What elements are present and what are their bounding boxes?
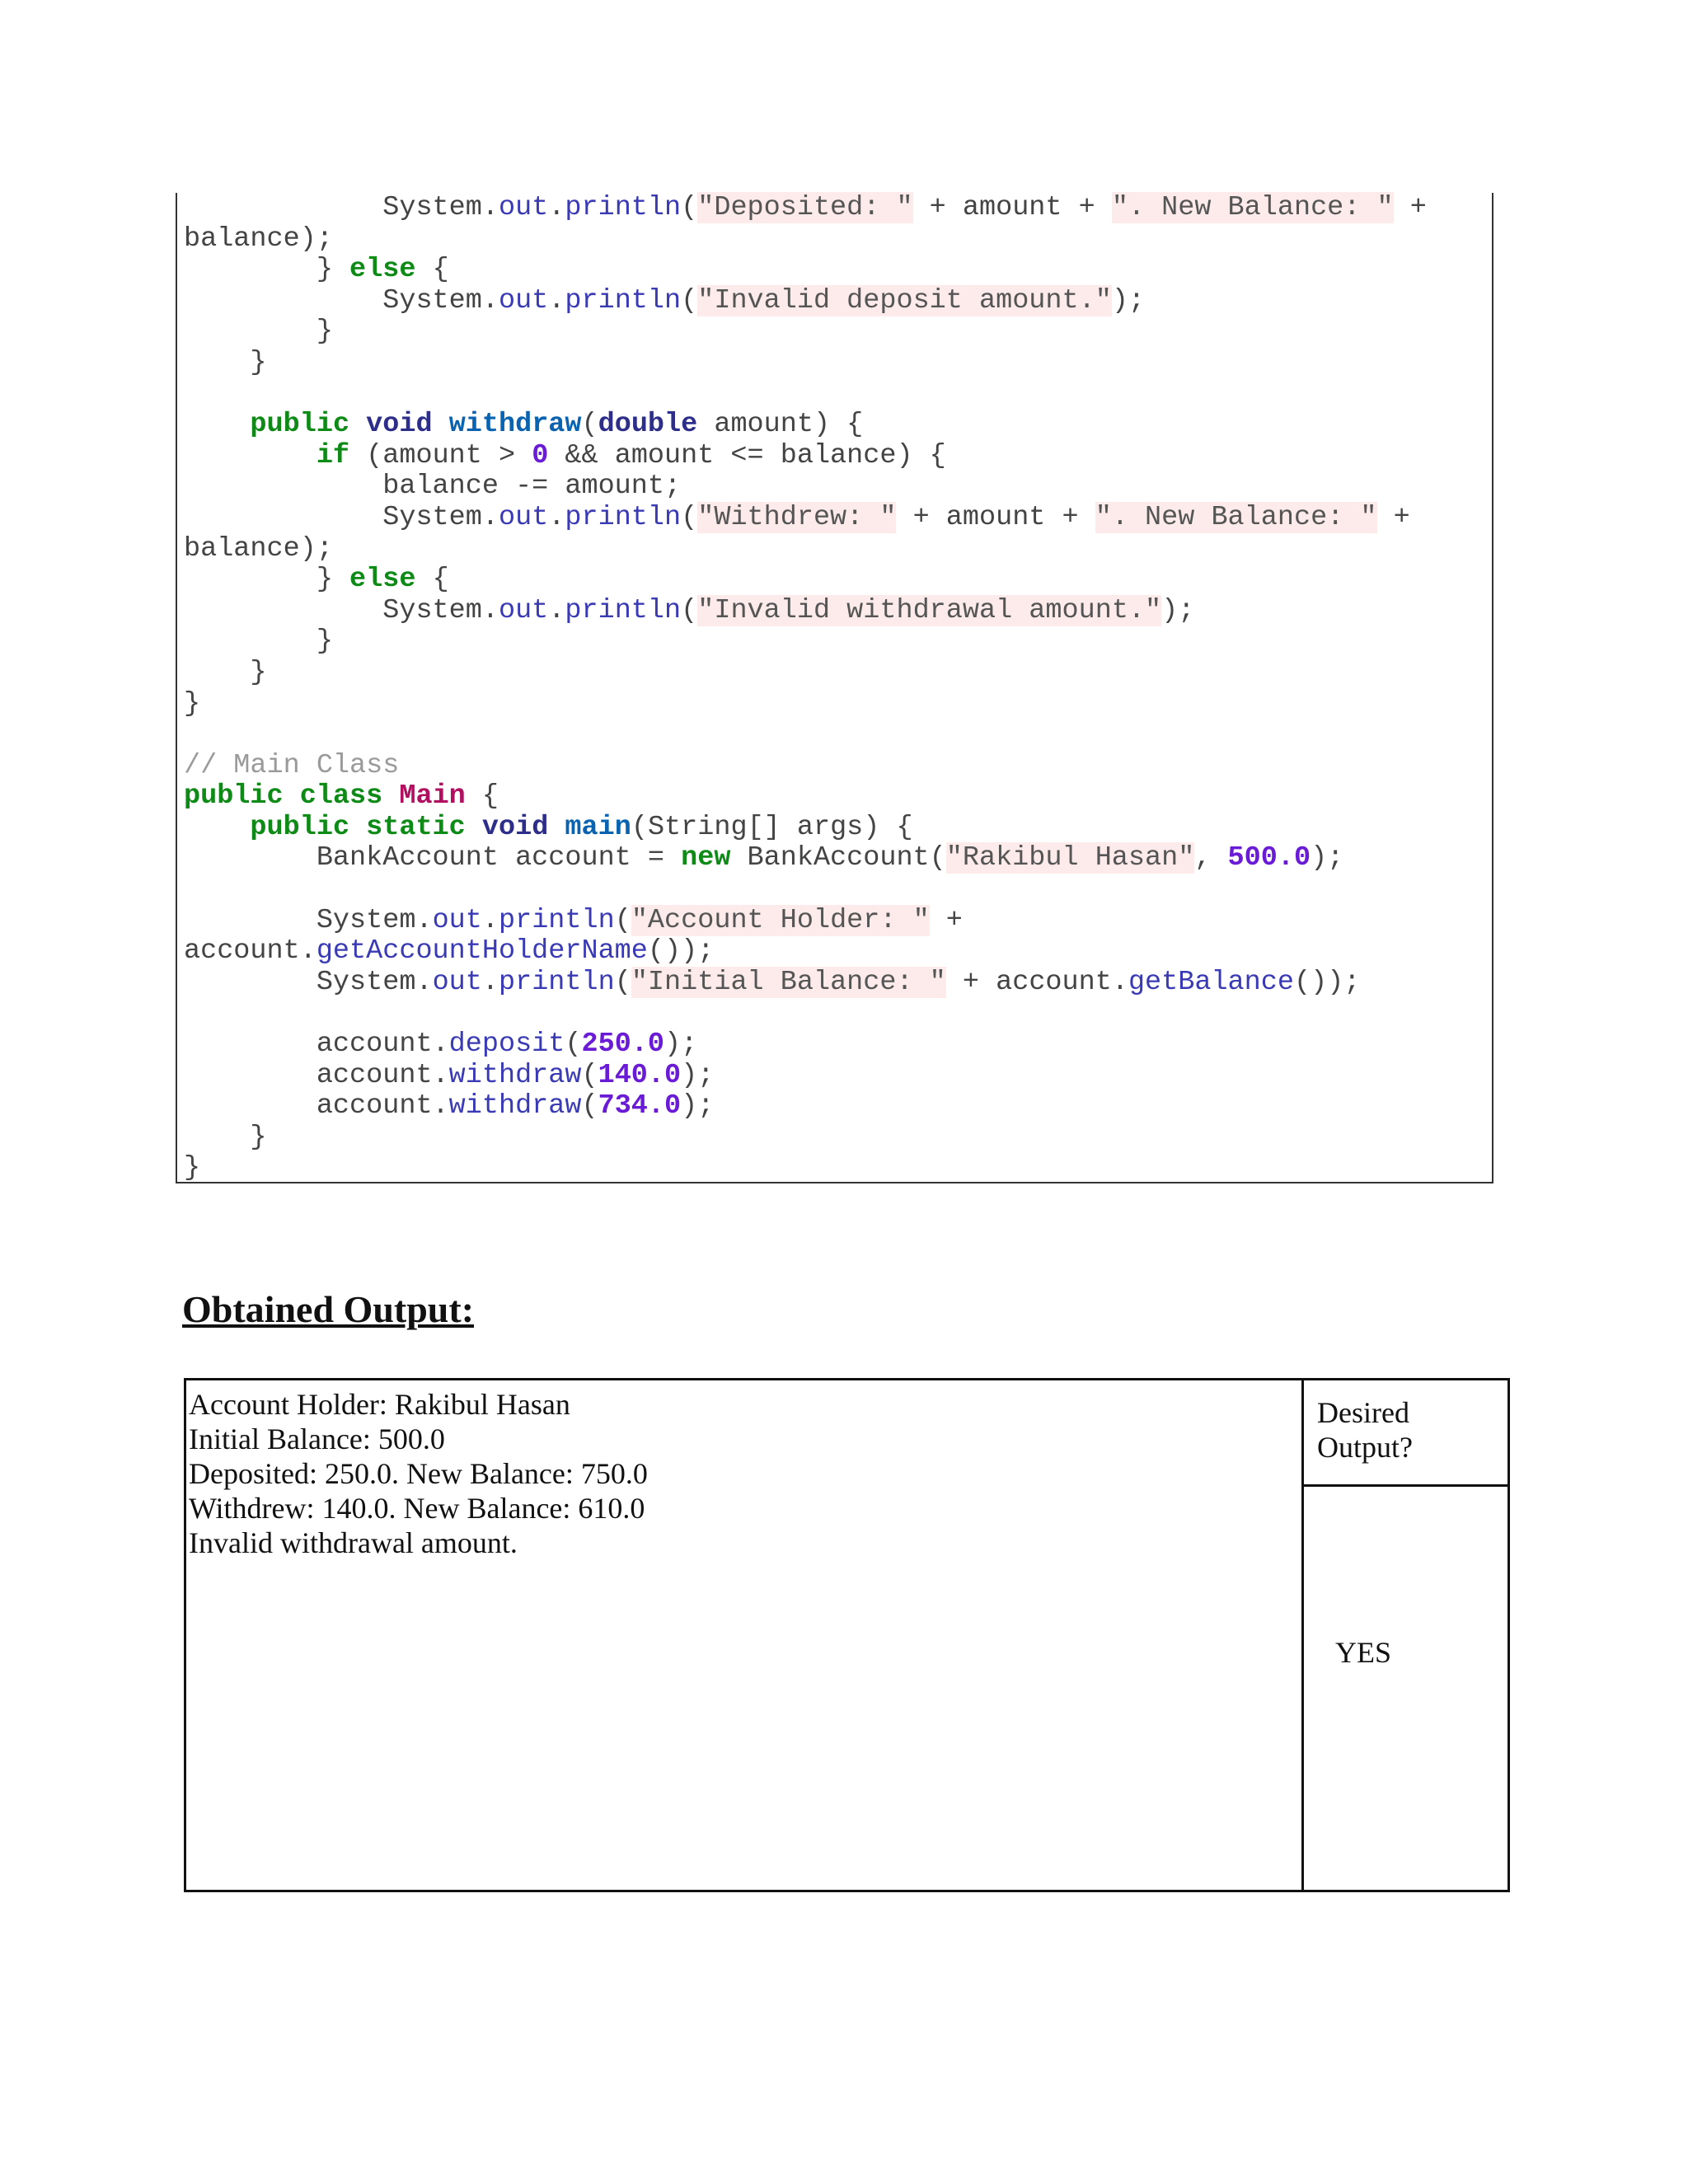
- code-line: System.out.println("Invalid deposit amount.");: [184, 284, 1146, 316]
- code-line: // Main Class: [184, 749, 400, 781]
- output-line: Withdrew: 140.0. New Balance: 610.0: [189, 1492, 645, 1525]
- code-line: account.deposit(250.0);: [184, 1029, 698, 1061]
- code-line: } else {: [184, 254, 449, 286]
- code-line: System.out.println("Invalid withdrawal amount.");: [184, 594, 1195, 626]
- code-line: } else {: [184, 564, 449, 596]
- output-line: Invalid withdrawal amount.: [189, 1526, 518, 1559]
- output-table: [184, 1378, 1510, 1892]
- code-line: [184, 719, 1492, 751]
- desired-output-label: Desired: [1317, 1396, 1409, 1429]
- output-line: Deposited: 250.0. New Balance: 750.0: [189, 1457, 648, 1490]
- code-line: }: [184, 1121, 267, 1153]
- desired-output-label-cell: [1304, 1380, 1507, 1487]
- code-line: account.getAccountHolderName());: [184, 935, 715, 968]
- code-listing: [184, 193, 1492, 1184]
- code-line: }: [184, 346, 267, 378]
- code-line: balance);: [184, 532, 333, 565]
- desired-output-value: YES: [1335, 1636, 1392, 1669]
- desired-output-value-cell: [1304, 1487, 1507, 1890]
- code-line: balance -= amount;: [184, 471, 682, 503]
- code-line: }: [184, 1152, 201, 1184]
- code-line: System.out.println("Deposited: " + amount + ". New Balance: " +: [184, 192, 1427, 223]
- code-line: System.out.println("Withdrew: " + amount + ". New Balance: " +: [184, 501, 1410, 533]
- output-line: Initial Balance: 500.0: [189, 1422, 445, 1455]
- code-line: System.out.println("Initial Balance: " + account.getBalance());: [184, 966, 1361, 998]
- code-line: [184, 998, 1492, 1029]
- output-line: Account Holder: Rakibul Hasan: [189, 1388, 570, 1421]
- code-line: System.out.println("Account Holder: " +: [184, 904, 963, 936]
- code-listing-box: [176, 193, 1493, 1183]
- output-cell: [186, 1380, 1304, 1890]
- code-line: [184, 874, 1492, 906]
- code-line: balance);: [184, 223, 333, 255]
- code-line: public class Main {: [184, 780, 499, 813]
- code-line: if (amount > 0 && amount <= balance) {: [316, 439, 946, 471]
- code-line: BankAccount account = new BankAccount("Rakibul Hasan", 500.0);: [184, 842, 1344, 874]
- code-line: [184, 379, 1492, 410]
- code-line: account.withdraw(734.0);: [184, 1090, 715, 1122]
- code-line: public void withdraw(double amount) {: [250, 409, 864, 441]
- desired-output-label: Output?: [1317, 1431, 1413, 1464]
- code-line: }: [184, 687, 201, 719]
- code-line: account.withdraw(140.0);: [184, 1059, 715, 1091]
- code-line: }: [184, 626, 333, 658]
- code-line: }: [184, 316, 333, 348]
- code-line: public static void main(String[] args) {: [250, 811, 913, 843]
- code-line: }: [184, 656, 267, 688]
- obtained-output-heading: Obtained Output:: [182, 1288, 475, 1330]
